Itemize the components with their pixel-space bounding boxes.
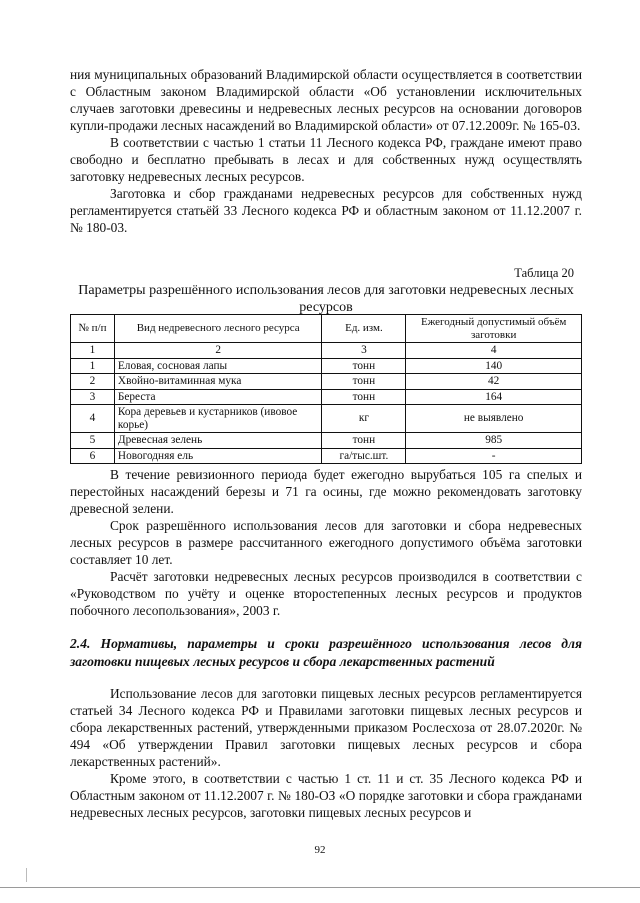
- row-volume: 164: [406, 389, 582, 405]
- row-volume: 42: [406, 374, 582, 390]
- paragraph: ния муниципальных образований Владимирской области осуществляется в соответствии с Областным законом Владимирской области «Об установлении исключительных случаев заготовки древесины и недревесных лесных ресурсов на основании договоров купли-продажи лесных насаждений во Владимирской области» от 07.12.2009г. № 165-03.: [70, 67, 582, 133]
- table-header-row: [71, 315, 582, 343]
- column-number: 2: [114, 343, 322, 359]
- table-row: [71, 358, 582, 374]
- table-row: [71, 433, 582, 449]
- header-volume: Ежегодный допустимый объём заготовки: [406, 315, 582, 343]
- table-title: Параметры разрешённого использования лесов для заготовки недревесных лесных ресурсов: [78, 283, 574, 315]
- paragraph: Заготовка и сбор гражданами недревесных ресурсов для собственных нужд регламентируется статьёй 33 Лесного кодекса РФ и областным законом от 11.12.2007 г. № 180-03.: [70, 186, 582, 235]
- row-resource: Береста: [114, 389, 322, 405]
- row-volume: не выявлено: [406, 405, 582, 433]
- row-num: 6: [71, 448, 115, 464]
- header-resource: Вид недревесного лесного ресурса: [114, 315, 322, 343]
- row-unit: тонн: [322, 389, 406, 405]
- paragraph: Использование лесов для заготовки пищевых лесных ресурсов регламентируется статьей 34 Лесного кодекса РФ и Правилами заготовки пищевых лесных ресурсов и сбора лекарственных растений, утвержденными приказом Рослесхоза от 28.07.2020г. № 494 «Об утверждении Правил заготовки пищевых лесных ресурсов и сбора лекарственных растений».: [70, 686, 582, 769]
- top-text: [70, 66, 582, 236]
- row-volume: -: [406, 448, 582, 464]
- row-unit: тонн: [322, 433, 406, 449]
- row-volume: 140: [406, 358, 582, 374]
- row-unit: тонн: [322, 374, 406, 390]
- scan-mark: [26, 868, 27, 882]
- parameters-table: [70, 314, 582, 464]
- row-volume: 985: [406, 433, 582, 449]
- row-resource: Новогодняя ель: [114, 448, 322, 464]
- row-num: 2: [71, 374, 115, 390]
- section-heading: 2.4. Нормативы, параметры и сроки разрешённого использования лесов для заготовки пищевых лесных ресурсов и сбора лекарственных растений: [70, 636, 582, 669]
- row-num: 3: [71, 389, 115, 405]
- paragraph: В соответствии с частью 1 статьи 11 Лесного кодекса РФ, граждане имеют право свободно и бесплатно пребывать в лесах и для собственных нужд осуществлять заготовку недревесных лесных ресурсов.: [70, 135, 582, 184]
- header-unit: Ед. изм.: [322, 315, 406, 343]
- row-unit: кг: [322, 405, 406, 433]
- row-resource: Еловая, сосновая лапы: [114, 358, 322, 374]
- paragraph: Кроме этого, в соответствии с частью 1 ст. 11 и ст. 35 Лесного кодекса РФ и Областным законом от 11.12.2007 г. № 180-ОЗ «О порядке заготовки и сбора гражданами недревесных лесных ресурсов, заготовки пищевых лесных ресурсов и: [70, 771, 582, 820]
- row-resource: Кора деревьев и кустарников (ивовое корье): [114, 405, 322, 433]
- paragraph: В течение ревизионного периода будет ежегодно вырубаться 105 га спелых и перестойных насаждений березы и 71 га осины, где можно рекомендовать заготовку древесной зелени.: [70, 467, 582, 516]
- page-number: 92: [314, 844, 326, 856]
- table-row: [71, 405, 582, 433]
- column-numbers-row: [71, 343, 582, 359]
- column-number: 3: [322, 343, 406, 359]
- middle-text: [70, 466, 582, 619]
- paragraph: Расчёт заготовки недревесных лесных ресурсов производился в соответствии с «Руководством по учёту и оценке второстепенных лесных ресурсов и продуктов побочного лесопользования», 2003 г.: [70, 569, 582, 618]
- paragraph: Срок разрешённого использования лесов для заготовки и сбора недревесных лесных ресурсов в размере рассчитанного ежегодного допустимого объёма заготовки составляет 10 лет.: [70, 518, 582, 567]
- scan-edge-divider: [0, 887, 640, 888]
- row-resource: Древесная зелень: [114, 433, 322, 449]
- row-unit: га/тыс.шт.: [322, 448, 406, 464]
- row-num: 5: [71, 433, 115, 449]
- column-number: 4: [406, 343, 582, 359]
- column-number: 1: [71, 343, 115, 359]
- table-row: [71, 448, 582, 464]
- row-num: 4: [71, 405, 115, 433]
- row-num: 1: [71, 358, 115, 374]
- table-label: Таблица 20: [514, 266, 574, 280]
- row-resource: Хвойно-витаминная мука: [114, 374, 322, 390]
- table-row: [71, 374, 582, 390]
- table-row: [71, 389, 582, 405]
- bottom-text: [70, 685, 582, 821]
- row-unit: тонн: [322, 358, 406, 374]
- header-num: № п/п: [71, 315, 115, 343]
